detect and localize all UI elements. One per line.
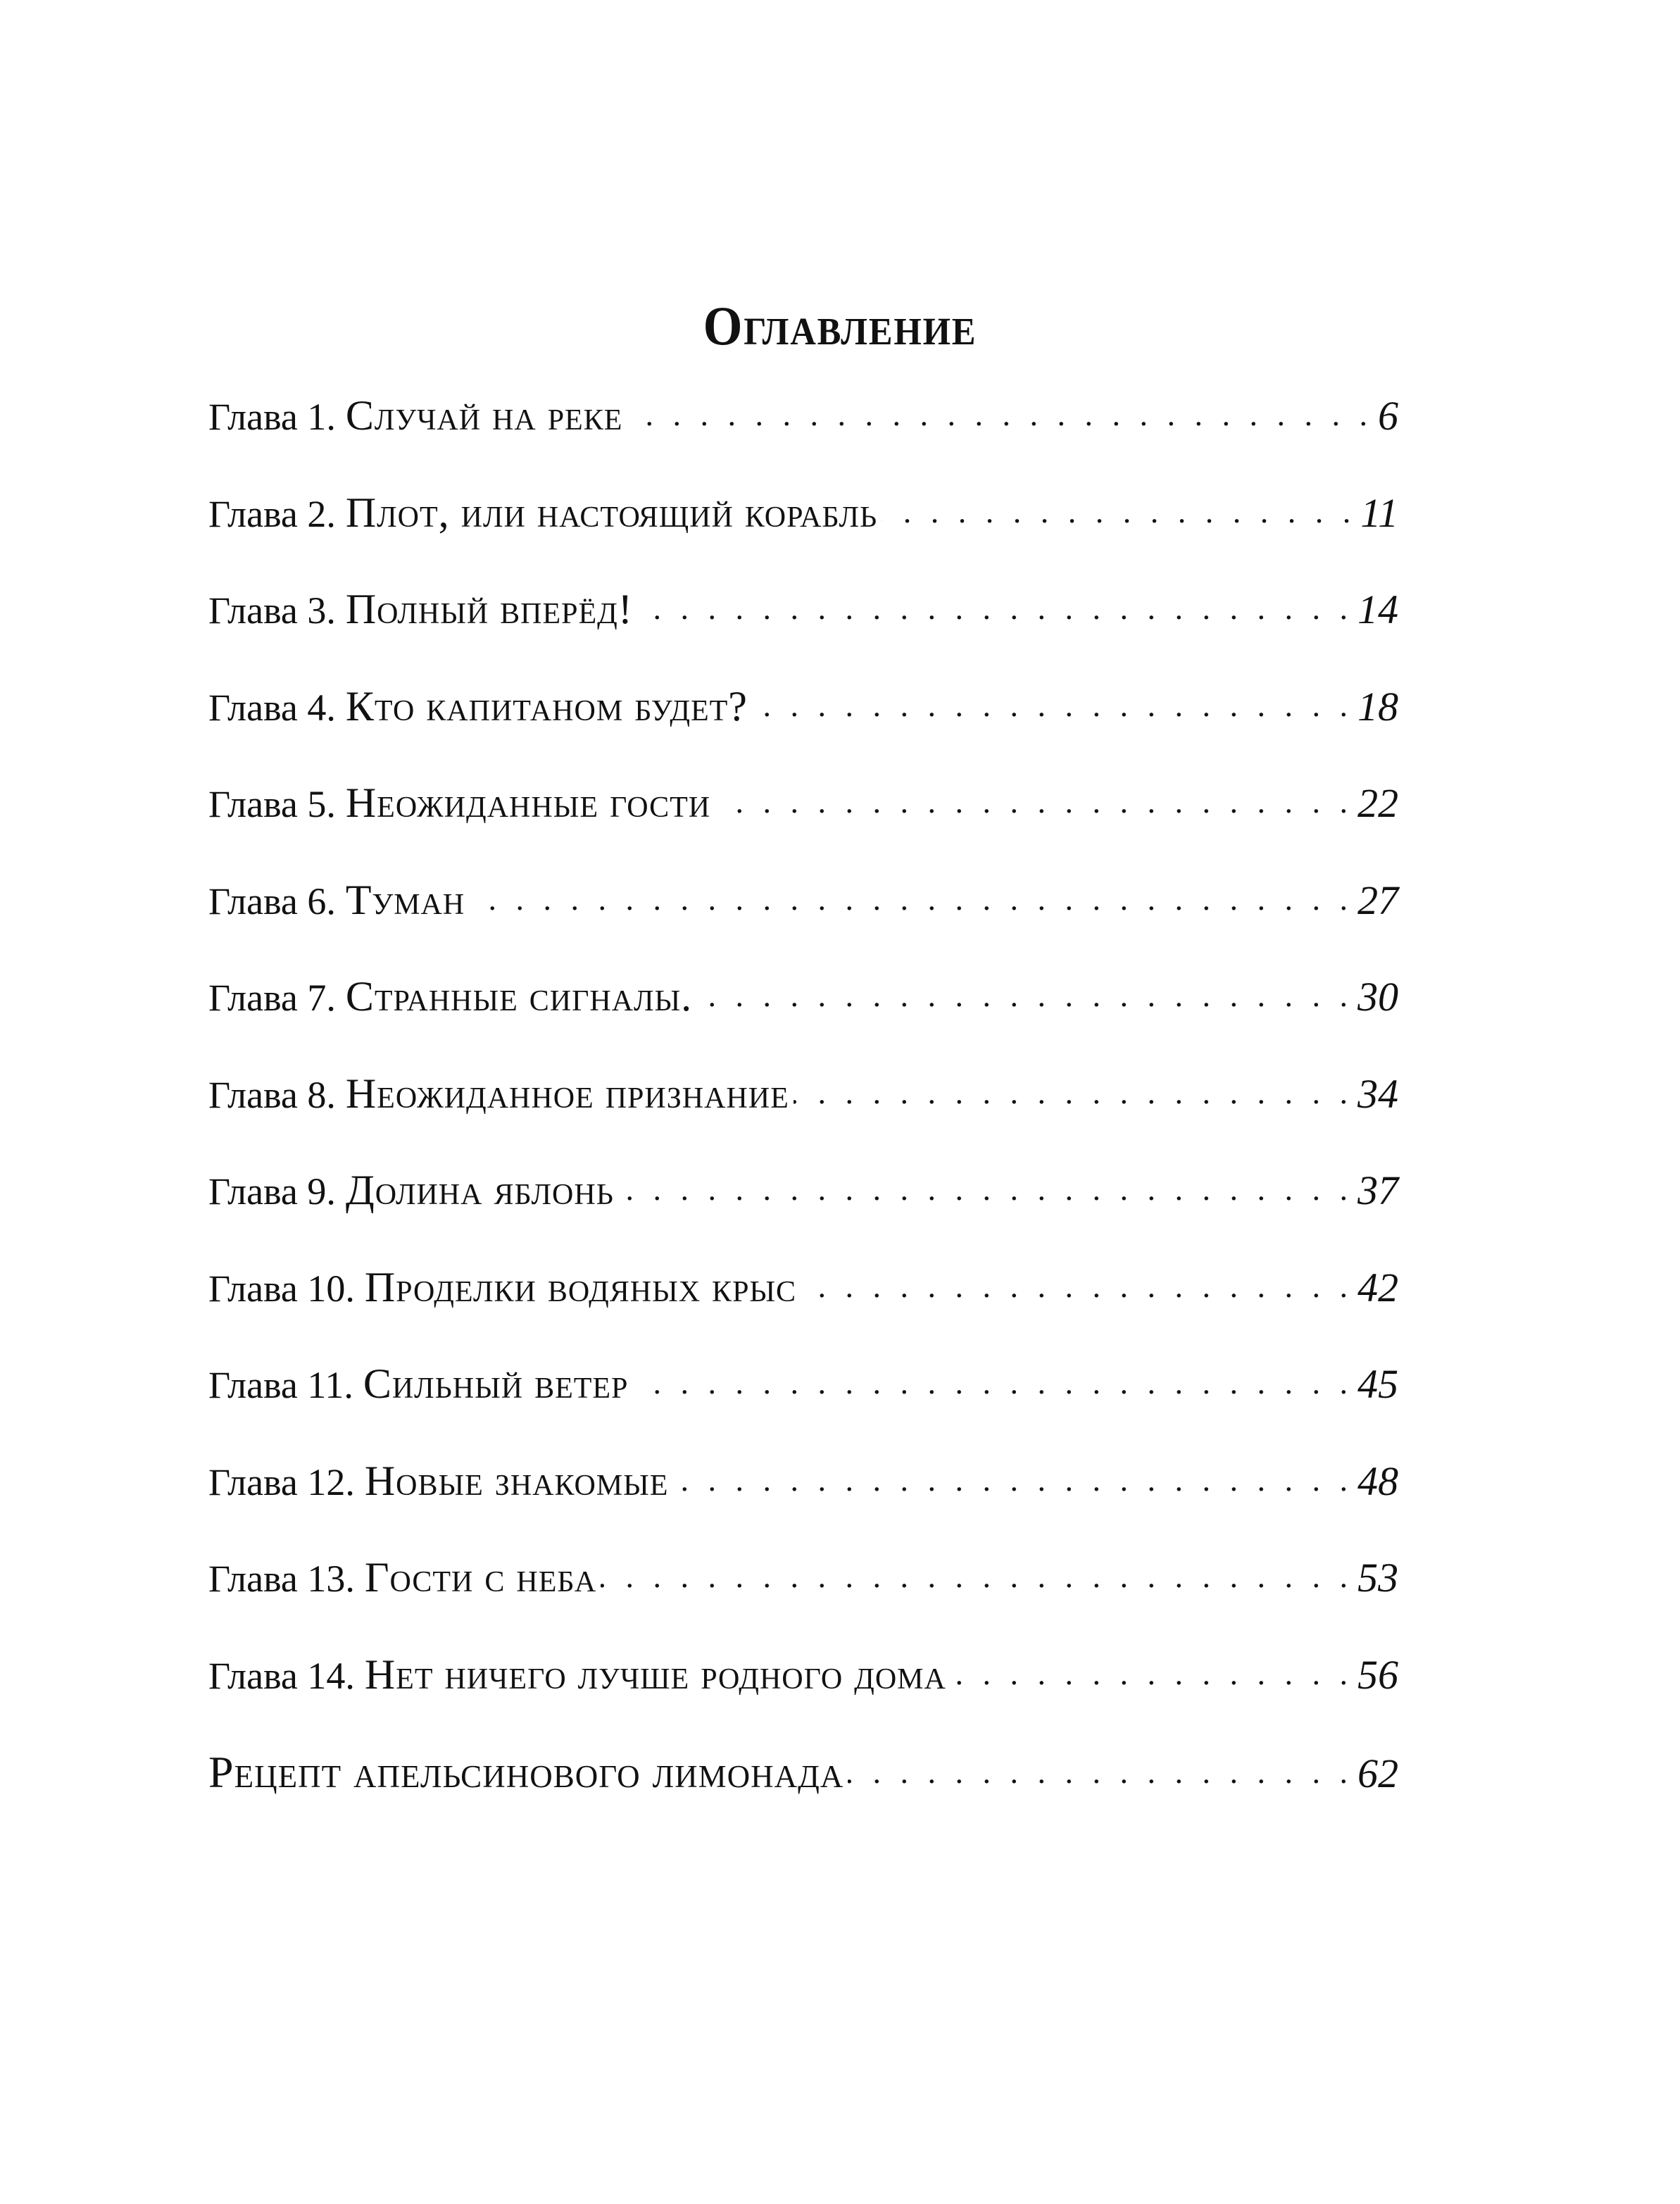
chapter-title: Странные сигналы. — [345, 973, 693, 1020]
chapter-label: Глава 11. — [208, 1364, 353, 1406]
toc-entry-chapter-12 — [208, 1457, 1398, 1557]
dot-leader — [951, 1674, 1353, 1689]
page-number: 22 — [1358, 780, 1398, 826]
chapter-label: Глава 13. — [208, 1558, 355, 1600]
chapter-title: Долина яблонь — [345, 1167, 614, 1213]
page-number: 11 — [1360, 489, 1398, 536]
recipe-title: Рецепт апельсинового лимонада — [208, 1747, 844, 1797]
dot-leader — [696, 996, 1353, 1010]
page-number: 14 — [1358, 587, 1398, 632]
toc-entry-chapter-4 — [208, 682, 1398, 782]
page-number: 6 — [1378, 393, 1398, 439]
dot-leader — [637, 609, 1353, 623]
chapter-title: Случай на реке — [345, 392, 623, 439]
chapter-label: Глава 8. — [208, 1073, 336, 1116]
page-number: 56 — [1358, 1651, 1398, 1698]
chapter-title: Кто капитаном будет? — [345, 682, 748, 730]
page-number: 37 — [1358, 1167, 1398, 1213]
dot-leader — [801, 1287, 1353, 1301]
page-number: 18 — [1358, 683, 1398, 730]
dot-leader — [672, 1481, 1353, 1495]
chapter-title: Нет ничего лучше родного дома — [364, 1651, 946, 1698]
dot-leader — [882, 513, 1356, 527]
chapter-title: Неожиданные гости — [345, 779, 711, 826]
page-title: Оглавление — [703, 295, 977, 357]
toc-entry-chapter-10 — [208, 1263, 1398, 1363]
chapter-title: Туман — [345, 876, 465, 923]
page-number: 30 — [1358, 974, 1398, 1020]
chapter-title: Неожиданное признание — [345, 1070, 789, 1117]
chapter-title: Сильный ветер — [363, 1360, 629, 1407]
toc-entry-chapter-7 — [208, 975, 1398, 1072]
chapter-title: Гости с неба — [364, 1554, 597, 1601]
toc-entry-chapter-5 — [208, 779, 1398, 879]
chapter-label: Глава 4. — [208, 686, 336, 729]
chapter-label: Глава 9. — [208, 1170, 336, 1213]
chapter-label: Глава 10. — [208, 1267, 355, 1310]
toc-entry-chapter-1 — [208, 394, 1398, 491]
chapter-label: Глава 3. — [208, 589, 336, 632]
toc-entry-chapter-14 — [208, 1653, 1398, 1751]
dot-leader — [469, 900, 1353, 914]
toc-entry-chapter-3 — [208, 588, 1398, 685]
dot-leader — [715, 803, 1353, 817]
chapter-label: Глава 14. — [208, 1654, 355, 1697]
page-number: 45 — [1358, 1361, 1398, 1407]
chapter-title: Новые знакомые — [364, 1457, 669, 1504]
chapter-title: Полный вперёд! — [345, 586, 633, 632]
toc-entry-chapter-9 — [208, 1169, 1398, 1266]
dot-leader — [627, 415, 1373, 430]
dot-leader — [752, 706, 1353, 720]
chapter-title: Плот, или настоящий корабль — [345, 489, 878, 536]
toc-entry-chapter-8 — [208, 1072, 1398, 1170]
toc-entry-chapter-11 — [208, 1360, 1398, 1460]
dot-leader — [601, 1577, 1353, 1591]
page-number: 62 — [1358, 1751, 1398, 1796]
page-number: 48 — [1358, 1458, 1398, 1504]
dot-leader — [794, 1094, 1353, 1108]
chapter-label: Глава 12. — [208, 1460, 355, 1503]
page-number: 42 — [1358, 1264, 1398, 1310]
dot-leader — [618, 1190, 1353, 1204]
chapter-label: Глава 6. — [208, 879, 336, 922]
page-number: 27 — [1358, 877, 1398, 923]
chapter-label: Глава 7. — [208, 977, 336, 1019]
toc-entry-chapter-6 — [208, 876, 1398, 976]
dot-leader — [848, 1773, 1353, 1787]
table-of-contents — [208, 394, 1398, 1847]
toc-entry-chapter-13 — [208, 1556, 1398, 1653]
chapter-title: Проделки водяных крыс — [364, 1263, 797, 1310]
dot-leader — [632, 1384, 1353, 1398]
chapter-label: Глава 5. — [208, 783, 336, 825]
chapter-label: Глава 2. — [208, 492, 336, 535]
page-number: 53 — [1358, 1555, 1398, 1601]
toc-entry-recipe — [208, 1747, 1398, 1847]
chapter-label: Глава 1. — [208, 396, 336, 438]
page-number: 34 — [1358, 1070, 1398, 1117]
toc-entry-chapter-2 — [208, 491, 1398, 589]
